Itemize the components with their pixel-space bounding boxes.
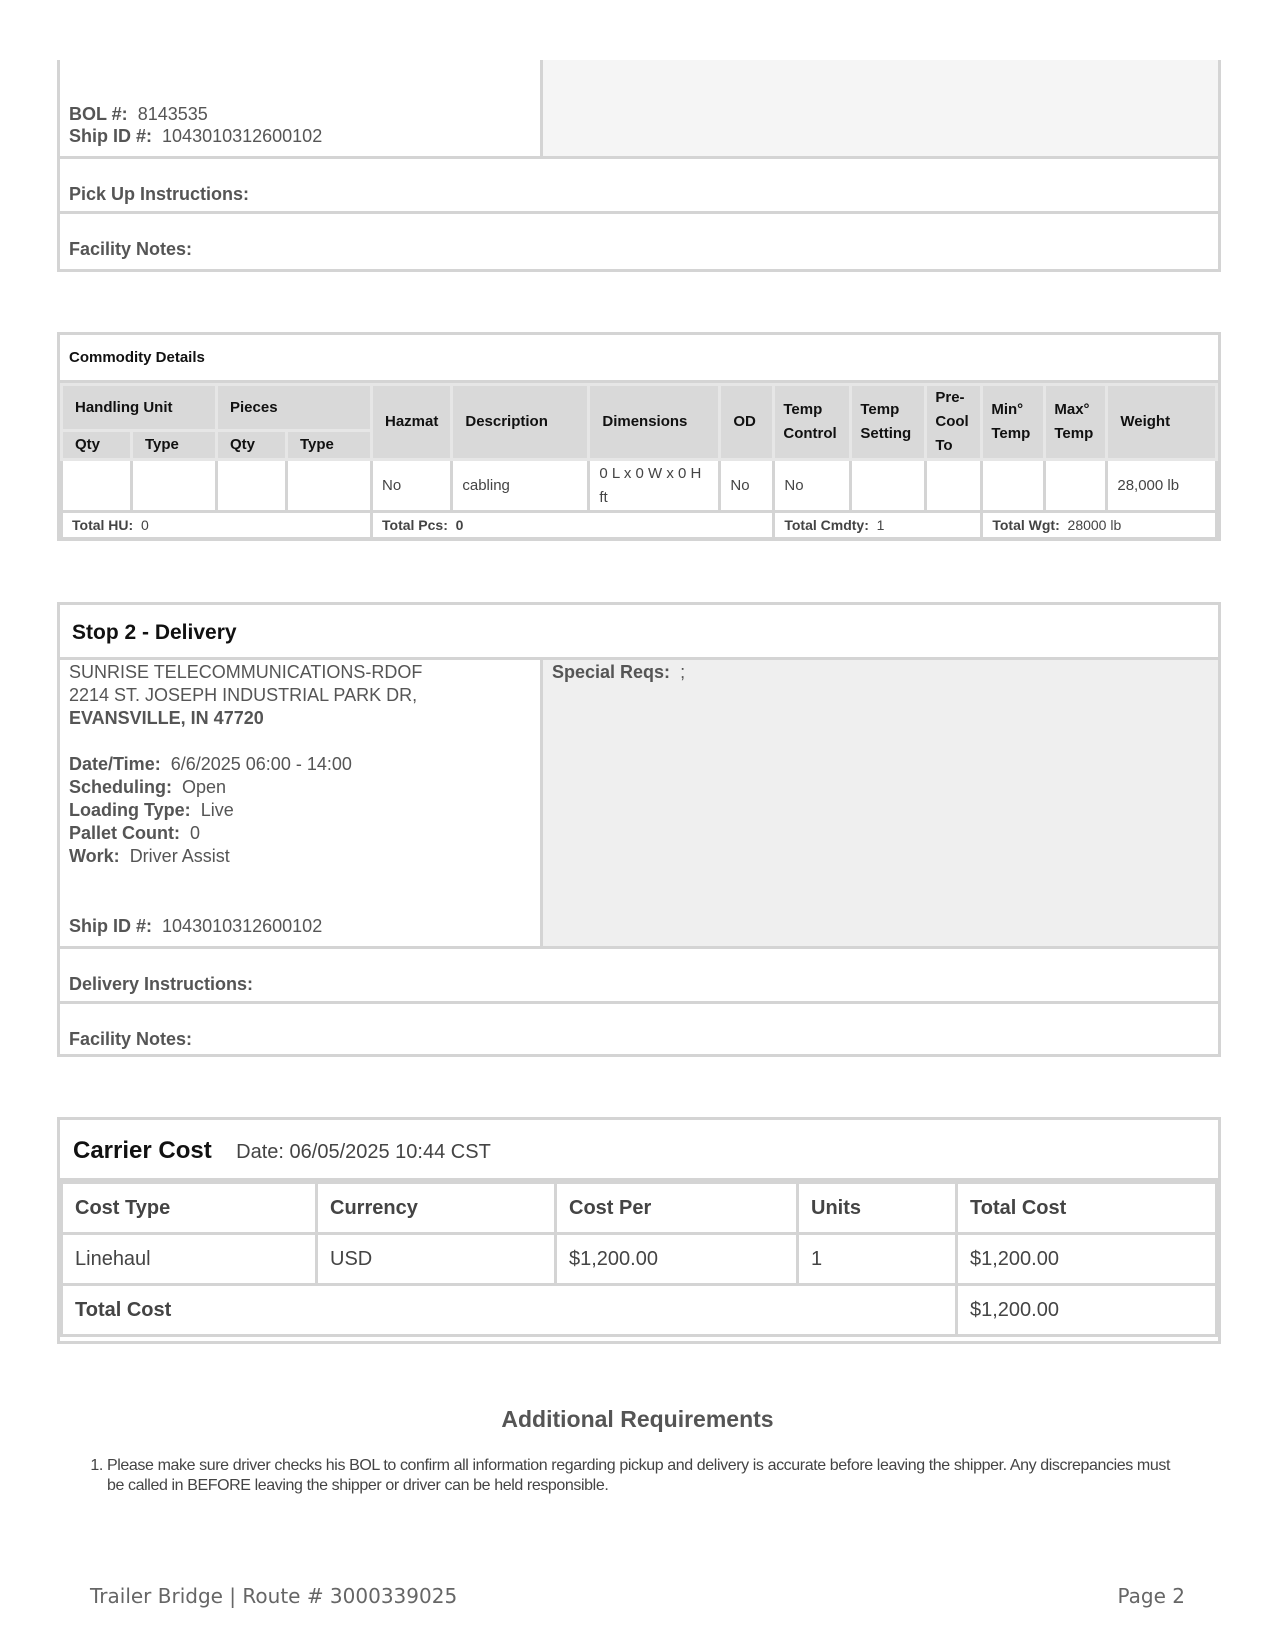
stop2-facility-notes-row (60, 1001, 1218, 1057)
pallet-count-label: Pallet Count: (69, 823, 180, 843)
stop2-ship-id-label: Ship ID #: (69, 916, 153, 936)
pickup-instructions-row (60, 156, 1218, 211)
th-cost-type: Cost Type (62, 1183, 317, 1234)
stop2-loading-type (69, 799, 234, 822)
stop2-city-state-zip: EVANSVILLE, IN 47720 (69, 708, 264, 728)
stop2-address: 2214 ST. JOSEPH INDUSTRIAL PARK DR, (69, 685, 418, 705)
cell-hazmat: No (372, 460, 452, 512)
cell-total-cost: $1,200.00 (957, 1234, 1217, 1285)
th-max-temp: Max° Temp (1045, 385, 1107, 460)
cell-pre-cool-to (926, 460, 982, 512)
th-units: Units (798, 1183, 957, 1234)
total-pcs-label: Total Pcs: (382, 517, 448, 533)
facility-notes-label: Facility Notes: (69, 239, 193, 259)
stop1-section (57, 60, 1221, 272)
stop2-datetime (69, 753, 352, 776)
carrier-cost-date: Date: 06/05/2025 10:44 CST (236, 1141, 491, 1163)
cell-currency: USD (317, 1234, 556, 1285)
stop2-title: Stop 2 - Delivery (60, 605, 1218, 660)
scheduling-label: Scheduling: (69, 777, 172, 797)
table-row (62, 460, 1217, 512)
additional-requirements-title: Additional Requirements (501, 1406, 774, 1432)
total-hu (62, 512, 372, 539)
th-total-cost: Total Cost (957, 1183, 1217, 1234)
stop2-info (60, 660, 543, 946)
cell-hu-type (132, 460, 217, 512)
cell-hu-qty (62, 460, 132, 512)
th-hazmat: Hazmat (372, 385, 452, 460)
stop1-info (60, 60, 543, 156)
total-cost-row (62, 1285, 1217, 1336)
stop2-work (69, 845, 230, 868)
cell-description: cabling (452, 460, 589, 512)
cell-dimensions: 0 L x 0 W x 0 H ft (589, 460, 720, 512)
th-temp-setting: Temp Setting (851, 385, 926, 460)
total-cost-value: $1,200.00 (957, 1285, 1217, 1336)
carrier-cost-title: Carrier Cost (73, 1137, 212, 1164)
total-pcs-value: 0 (455, 517, 464, 533)
table-row (62, 1234, 1217, 1285)
cell-cost-per: $1,200.00 (556, 1234, 798, 1285)
stop2-company: SUNRISE TELECOMMUNICATIONS-RDOF (69, 662, 423, 682)
stop1-facility-notes-row (60, 211, 1218, 269)
work-label: Work: (69, 846, 120, 866)
stop2-ship-id-value: 1043010312600102 (162, 916, 323, 936)
pallet-count-value: 0 (190, 823, 201, 843)
total-wgt-value: 28000 lb (1067, 517, 1122, 533)
total-cost-label: Total Cost (62, 1285, 957, 1336)
commodity-table (60, 383, 1218, 540)
datetime-label: Date/Time: (69, 754, 161, 774)
th-pc-qty: Qty (217, 431, 287, 460)
cell-min-temp (982, 460, 1045, 512)
commodity-details (57, 332, 1221, 541)
total-wgt-label: Total Wgt: (992, 517, 1060, 533)
bol-value: 8143535 (137, 104, 208, 124)
footer-page-number: Page 2 (1117, 1584, 1185, 1608)
stop2-pallet-count (69, 822, 200, 845)
th-dimensions: Dimensions (589, 385, 720, 460)
special-reqs-value: ; (680, 662, 686, 682)
th-currency: Currency (317, 1183, 556, 1234)
th-description: Description (452, 385, 589, 460)
ship-id-label: Ship ID #: (69, 126, 153, 146)
cell-weight: 28,000 lb (1107, 460, 1217, 512)
th-hu-qty: Qty (62, 431, 132, 460)
list-item: 1. Please make sure driver checks his BOL to confirm all information regarding pickup and delivery is accurate before leaving the shipper. Any discrepancies must be called in BEFORE leaving the shipper or driver can be held responsible. (107, 1456, 1187, 1496)
pickup-instructions-label: Pick Up Instructions: (69, 184, 250, 204)
carrier-cost-header (60, 1120, 1218, 1181)
special-reqs (552, 661, 685, 684)
carrier-cost-table (60, 1181, 1218, 1337)
stop1-special-panel (543, 60, 1218, 156)
commodity-totals-row (62, 512, 1217, 539)
cell-pc-qty (217, 460, 287, 512)
commodity-title: Commodity Details (60, 335, 1218, 383)
th-pre-cool-to: Pre-Cool To (926, 385, 982, 460)
datetime-value: 6/6/2025 06:00 - 14:00 (170, 754, 352, 774)
cell-units: 1 (798, 1234, 957, 1285)
cell-pc-type (287, 460, 372, 512)
work-value: Driver Assist (129, 846, 230, 866)
cell-temp-setting (851, 460, 926, 512)
th-hu-type: Type (132, 431, 217, 460)
total-cmdty-value: 1 (876, 517, 885, 533)
delivery-instructions-label: Delivery Instructions: (69, 974, 254, 994)
th-min-temp: Min° Temp (982, 385, 1045, 460)
stop2-facility-notes-label: Facility Notes: (69, 1029, 193, 1049)
loading-type-label: Loading Type: (69, 800, 191, 820)
total-cmdty (774, 512, 982, 539)
ship-id-value: 1043010312600102 (162, 126, 323, 146)
bol-label: BOL #: (69, 104, 128, 124)
stop2-ship-id (69, 915, 322, 938)
th-weight: Weight (1107, 385, 1217, 460)
cell-temp-control: No (774, 460, 851, 512)
th-pc-type: Type (287, 431, 372, 460)
th-od: OD (720, 385, 774, 460)
footer-route: Trailer Bridge | Route # 3000339025 (90, 1584, 458, 1608)
stop2-section (57, 602, 1221, 1057)
total-hu-value: 0 (140, 517, 149, 533)
stop2-scheduling (69, 776, 226, 799)
special-reqs-label: Special Reqs: (552, 662, 671, 682)
scheduling-value: Open (182, 777, 227, 797)
delivery-instructions-row (60, 946, 1218, 1001)
stop2-special-reqs-panel (543, 660, 1218, 946)
th-handling-unit: Handling Unit (62, 385, 217, 431)
total-hu-label: Total HU: (72, 517, 134, 533)
th-temp-control: Temp Control (774, 385, 851, 460)
additional-requirements-list (85, 1456, 1187, 1496)
bol-line (69, 103, 208, 126)
loading-type-value: Live (200, 800, 234, 820)
cell-od: No (720, 460, 774, 512)
total-pcs (372, 512, 774, 539)
th-cost-per: Cost Per (556, 1183, 798, 1234)
carrier-cost-section (57, 1117, 1221, 1344)
cell-cost-type: Linehaul (62, 1234, 317, 1285)
total-cmdty-label: Total Cmdty: (784, 517, 869, 533)
ship-id-line (69, 125, 322, 148)
th-pieces: Pieces (217, 385, 372, 431)
total-wgt (982, 512, 1217, 539)
cell-max-temp (1045, 460, 1107, 512)
